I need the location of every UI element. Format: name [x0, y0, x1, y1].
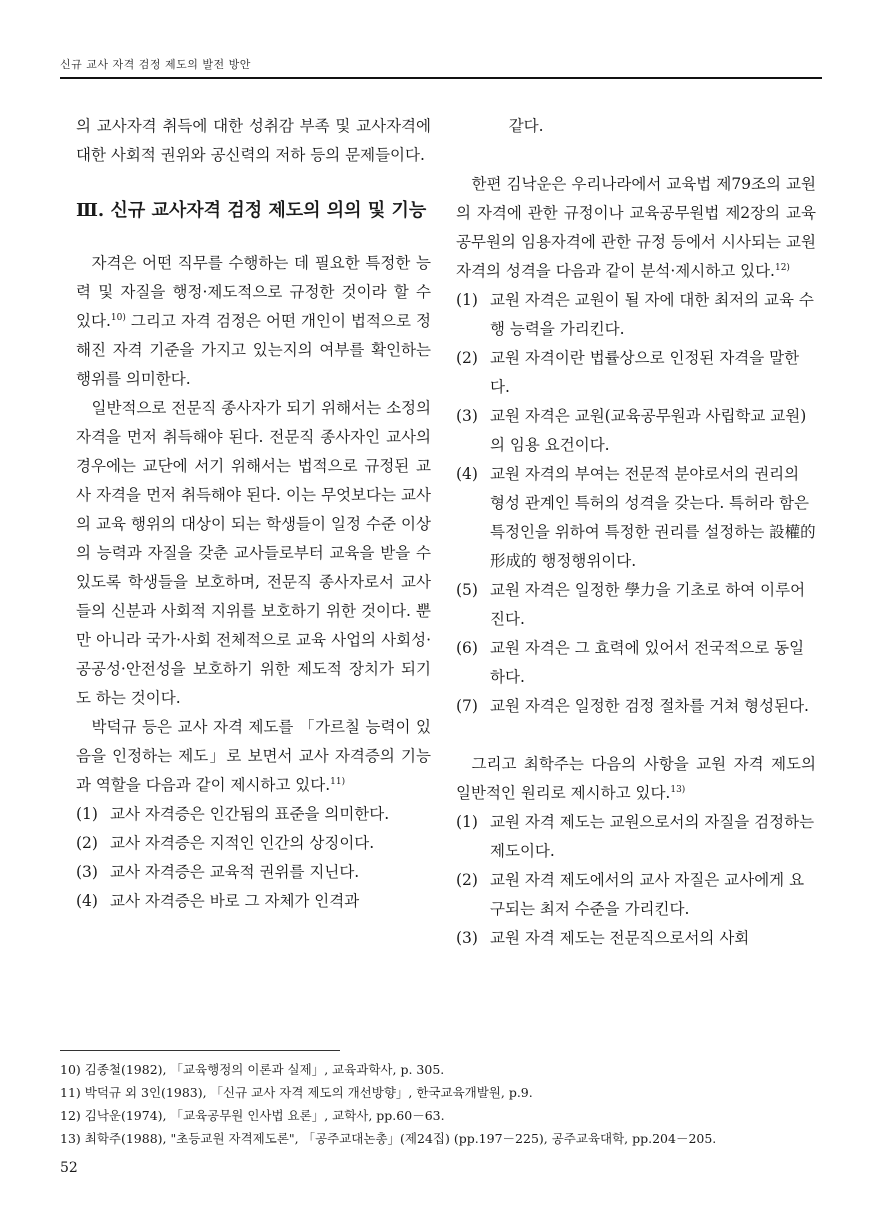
list-number: (3)	[76, 863, 98, 881]
list-number: (3)	[456, 407, 478, 425]
paragraph-5-text: 그리고 최학주는 다음의 사항을 교원 자격 제도의 일반적인 원리로 제시하고 있다.	[456, 755, 816, 802]
header-rule	[60, 77, 822, 79]
list-number: (1)	[76, 805, 98, 823]
spacer	[456, 141, 816, 170]
paragraph-3-text: 박덕규 등은 교사 자격 제도를 「가르칠 능력이 있음을 인정하는 제도」로 보면서 교사 자격증의 기능과 역할을 다음과 같이 제시하고 있다.	[76, 718, 431, 794]
list-text: 교사 자격증은 지적인 인간의 상징이다.	[110, 834, 375, 852]
list-item	[76, 800, 431, 829]
list-item	[456, 460, 816, 576]
list-number: (2)	[76, 834, 98, 852]
paragraph-1	[76, 249, 431, 394]
list-number: (3)	[456, 929, 478, 947]
list-text: 교사 자격증은 교육적 권위를 지닌다.	[110, 863, 360, 881]
paragraph-1-text-a: 자격은 어떤 직무를 수행하는 데 필요한 특정한 능력 및 자질을 행정·제도적으로 규정한 것이라 할 수 있다.	[76, 254, 431, 330]
list-number: (2)	[456, 349, 478, 367]
list-text: 교원 자격 제도는 전문직으로서의 사회	[490, 929, 750, 947]
paragraph-4-text: 한편 김낙운은 우리나라에서 교육법 제79조의 교원의 자격에 관한 규정이나 교육공무원법 제2장의 교육공무원의 임용자격에 관한 규정 등에서 시사되는 교원 자격의 성격을 다음과 같이 분석·제시하고 있다.	[456, 175, 816, 280]
right-column	[456, 112, 816, 953]
page-number: 52	[60, 1160, 78, 1176]
list-text: 교원 자격 제도에서의 교사 자질은 교사에게 요구되는 최저 수준을 가리킨다.	[490, 871, 805, 918]
continued-text: 같다.	[508, 117, 544, 135]
paragraph-3	[76, 713, 431, 800]
list-text: 교원 자격은 일정한 學力을 기초로 하여 이루어진다.	[490, 581, 806, 628]
list-item	[456, 808, 816, 866]
intro-paragraph: 의 교사자격 취득에 대한 성취감 부족 및 교사자격에 대한 사회적 권위와 공신력의 저하 등의 문제들이다.	[76, 117, 431, 164]
footnote-rule	[60, 1050, 340, 1051]
list-text: 교원 자격은 그 효력에 있어서 전국적으로 동일하다.	[490, 639, 805, 686]
list-item	[456, 634, 816, 692]
footnote-ref-12: 12)	[774, 263, 790, 273]
list-number: (1)	[456, 291, 478, 309]
paragraph-1-text-b: 그리고 자격 검정은 어떤 개인이 법적으로 정해진 자격 기준을 가지고 있는지의 여부를 확인하는 행위를 의미한다.	[76, 312, 431, 388]
footnote-ref-10: 10)	[110, 313, 126, 323]
list-number: (7)	[456, 697, 478, 715]
footnote-13: 13) 최학주(1988), "초등교원 자격제도론", 「공주교대논총」(제24집) (pp.197－225), 공주교육대학, pp.204－205.	[60, 1131, 717, 1146]
footnotes	[60, 1058, 820, 1150]
list-item	[456, 924, 816, 953]
footnote-ref-11: 11)	[330, 777, 346, 787]
list-item	[76, 887, 431, 916]
list-number: (2)	[456, 871, 478, 889]
list-text: 교원 자격 제도는 교원으로서의 자질을 검정하는 제도이다.	[490, 813, 815, 860]
left-column	[76, 112, 431, 916]
paragraph-4	[456, 170, 816, 286]
list-item	[456, 286, 816, 344]
list-item	[456, 576, 816, 634]
list-number: (4)	[456, 465, 478, 483]
list-item	[456, 692, 816, 721]
list-text: 교원 자격은 일정한 검정 절차를 거쳐 형성된다.	[490, 697, 809, 715]
footnote-12: 12) 김낙운(1974), 「교육공무원 인사법 요론」, 교학사, pp.60－63.	[60, 1108, 445, 1123]
list-number: (5)	[456, 581, 478, 599]
section-title: Ⅲ. 신규 교사자격 검정 제도의 의의 및 기능	[76, 200, 427, 221]
spacer	[456, 721, 816, 750]
list-number: (6)	[456, 639, 478, 657]
list-text: 교원 자격의 부여는 전문적 분야로서의 권리의 형성 관계인 특허의 성격을 갖는다. 특허라 함은 특정인을 위하여 특정한 권리를 설정하는 設權的 形成的 행정행위이다.	[490, 465, 816, 570]
footnote-10: 10) 김종철(1982), 「교육행정의 이론과 실제」, 교육과학사, p. 305.	[60, 1062, 445, 1077]
list-item	[456, 866, 816, 924]
paragraph-5	[456, 750, 816, 808]
list-text: 교원 자격은 교원(교육공무원과 사립학교 교원)의 임용 요건이다.	[490, 407, 807, 454]
list-text: 교원 자격이란 법률상으로 인정된 자격을 말한다.	[490, 349, 800, 396]
list-text: 교원 자격은 교원이 될 자에 대한 최저의 교육 수행 능력을 가리킨다.	[490, 291, 814, 338]
list-text: 교사 자격증은 인간됨의 표준을 의미한다.	[110, 805, 390, 823]
list-number: (1)	[456, 813, 478, 831]
list-item	[76, 829, 431, 858]
footnote-11: 11) 박덕규 외 3인(1983), 「신규 교사 자격 제도의 개선방향」, 한국교육개발원, p.9.	[60, 1085, 533, 1100]
footnote-ref-13: 13)	[670, 785, 686, 795]
list-number: (4)	[76, 892, 98, 910]
paragraph-2: 일반적으로 전문직 종사자가 되기 위해서는 소정의 자격을 먼저 취득해야 된다. 전문직 종사자인 교사의 경우에는 교단에 서기 위해서는 법적으로 규정된 교사 자격을 먼저 취득해야 된다. 이는 무엇보다는 교사의 교육 행위의 대상이 되는 학생들이 일정 수준 이상의 능력과 자질을 갖춘 교사들로부터 교육을 받을 수 있도록 학생들을 보호하며, 전문직 종사자로서 교사들의 신분과 사회적 지위를 보호하기 위한 것이다. 뿐만 아니라 국가·사회 전체적으로 교육 사업의 사회성·공공성·안전성을 보호하기 위한 제도적 장치가 되기도 하는 것이다.	[76, 399, 431, 707]
running-header: 신규 교사 자격 검정 제도의 발전 방안	[60, 58, 251, 71]
list-item	[456, 344, 816, 402]
list-text: 교사 자격증은 바로 그 자체가 인격과	[110, 892, 360, 910]
list-item	[456, 402, 816, 460]
list-item	[76, 858, 431, 887]
